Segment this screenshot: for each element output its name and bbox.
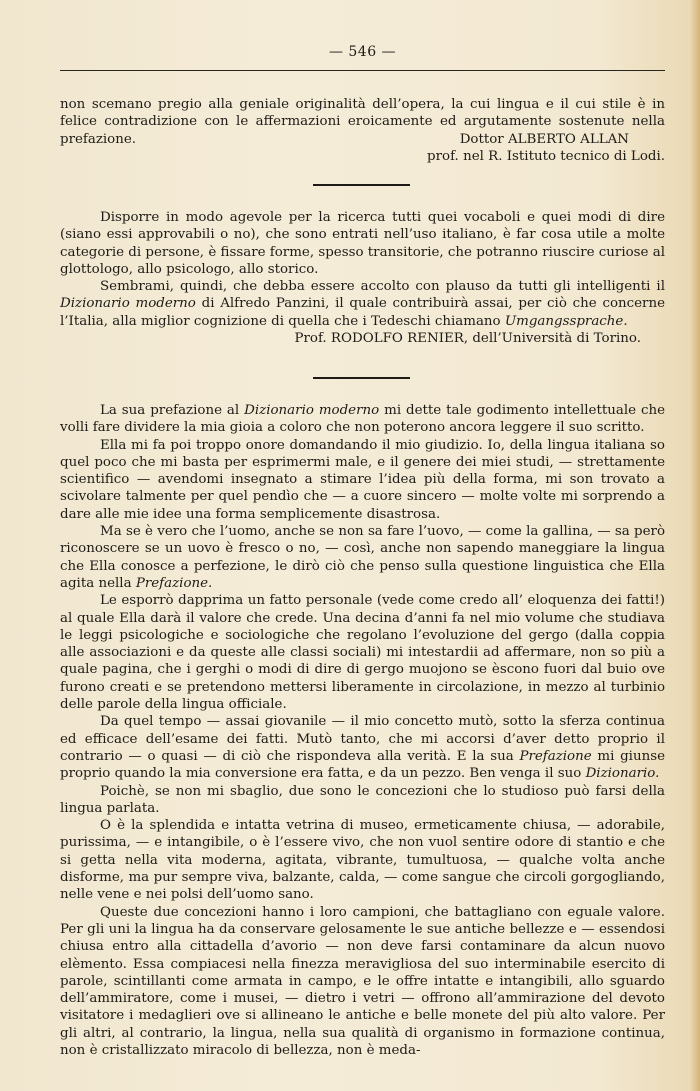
page-number: — 546 — (328, 44, 397, 60)
renier-testimonial (60, 209, 665, 347)
letter-body (60, 402, 665, 1059)
renier-paragraph-1: Disporre in modo agevole per la ricerca tutti quei vocaboli e quei modi di dire (siano essi approvabili o no), che sono entrati nell’uso italiano, è far cosa utile a molte categorie di persone, è fissare forme, spesso transitorie, che potranno riuscire curiose al glottologo, allo psicologo, allo storico. (60, 210, 665, 277)
renier-signature: Prof. RODOLFO RENIER, dell’Università di Torino. (294, 331, 641, 347)
letter-paragraph-2: Ella mi fa poi troppo onore domandando il mio giudizio. Io, della lingua italiana so quel poco che mi basta per esprimermi male, e il genere dei miei studi, — strettamente scientifico — avendomi insegnato a stimare l’idea più della forma, mi son trovato a scivolare talmente per quel pendìo che — a cuore sincero — molte volte mi sorprendo a dare alle mie idee una forma semplicemente disastrosa. (60, 437, 665, 522)
header-rule (60, 70, 665, 71)
letter-paragraph-1: La sua prefazione al Dizionario moderno mi dette tale godimento intellettuale che volli fare dividere la mia gioia a coloro che non poterono ancora leggere il suo scritto. (60, 403, 666, 436)
section-divider (313, 377, 410, 379)
letter-paragraph-5: Da quel tempo — assai giovanile — il mio concetto mutò, sotto la sferza continua ed efficace dell’esame dei fatti. Mutò tanto, che mi accorsi d’aver detto proprio il contrario — o quasi — di ciò che rispondeva alla verità. E la sua Prefazione mi giunse proprio quando la mia conversione era fatta, e da un pezzo. Ben venga il suo Dizionario. (60, 714, 665, 782)
allan-text: non scemano pregio alla geniale originalità dell’opera, la cui lingua e il cui stile è in felice contradizione con le affermazioni eroicamente ed argutamente sostenute nella prefazione. (60, 97, 665, 147)
allan-testimonial (60, 96, 665, 165)
section-divider (313, 184, 410, 186)
letter-paragraph-4: Le esporrò dapprima un fatto personale (vede come credo all’ eloquenza dei fatti!) al quale Ella darà il valore che crede. Una decina d’anni fa nel mio volume che studiava le leggi psicologiche e sociologiche che regolano l’evoluzione del gergo (dalla coppia alle associazioni e da queste alle classi sociali) mi intestardii ad affermare, non so più a quale pagina, che i gerghi o modi di dire di gergo muojono se èscono fuori dal buio ove furono creati e se pretendono mettersi liberamente in circolazione, in mezzo al turbinio delle parole della lingua officiale. (60, 593, 665, 713)
letter-paragraph-7: O è la splendida e intatta vetrina di museo, ermeticamente chiusa, — adorabile, purissima, — e intangibile, o è l’essere vivo, che non vuol sentire odore di stantio e che si getta nella vita moderna, agitata, vibrante, tumultuosa, — qualche volta anche disforme, ma pur sempre viva, balzante, calda, — come sangue che circoli gorgogliando, nelle vene e nei polsi dell’uomo sano. (60, 818, 665, 903)
allan-signature-name: Dottor ALBERTO ALLAN (459, 131, 629, 147)
letter-paragraph-3: Ma se è vero che l’uomo, anche se non sa fare l’uovo, — come la gallina, — sa però riconoscere se un uovo è fresco o no, — così, anche non sapendo maneggiare la lingua che Ella conosce a perfezione, le dirò ciò che penso sulla questione linguistica che Ella agita nella Prefazione. (60, 524, 665, 591)
letter-paragraph-6: Poichè, se non mi sbaglio, due sono le concezioni che lo studioso può farsi della lingua parlata. (60, 783, 665, 816)
page-edge (690, 0, 700, 1091)
letter-paragraph-8: Queste due concezioni hanno i loro campioni, che battagliano con eguale valore. Per gli uni la lingua ha da conservare gelosamente le sue antiche bellezze e — essendosi chiusa entro alla cittadella d’avorio — non deve farsi contaminare da alcun nuovo elèmento. Essa compiacesi nella finezza meravigliosa del suo interminabile esercito di parole, scintillanti come armata in campo, e le offre intatte e intangibili, allo sguardo dell’ammiratore, come i musei, — dietro i vetri — offrono all’ammirazione del devoto visitatore i medaglieri ove si allineano le antiche e belle monete del più alto valore. Per gli altri, al contrario, la lingua, nella sua qualità di organismo in formazione continua, non è cristallizzato miracolo di bellezza, non è meda- (60, 904, 665, 1058)
renier-paragraph-2: Sembrami, quindi, che debba essere accolto con plauso da tutti gli intelligenti il Dizionario moderno di Alfredo Panzini, il quale contribuirà assai, per ciò che concerne l’Italia, alla miglior cognizione di quella che i Tedeschi chiamano Umgangssprache. (60, 279, 665, 329)
allan-signature-title: prof. nel R. Istituto tecnico di Lodi. (427, 148, 665, 164)
